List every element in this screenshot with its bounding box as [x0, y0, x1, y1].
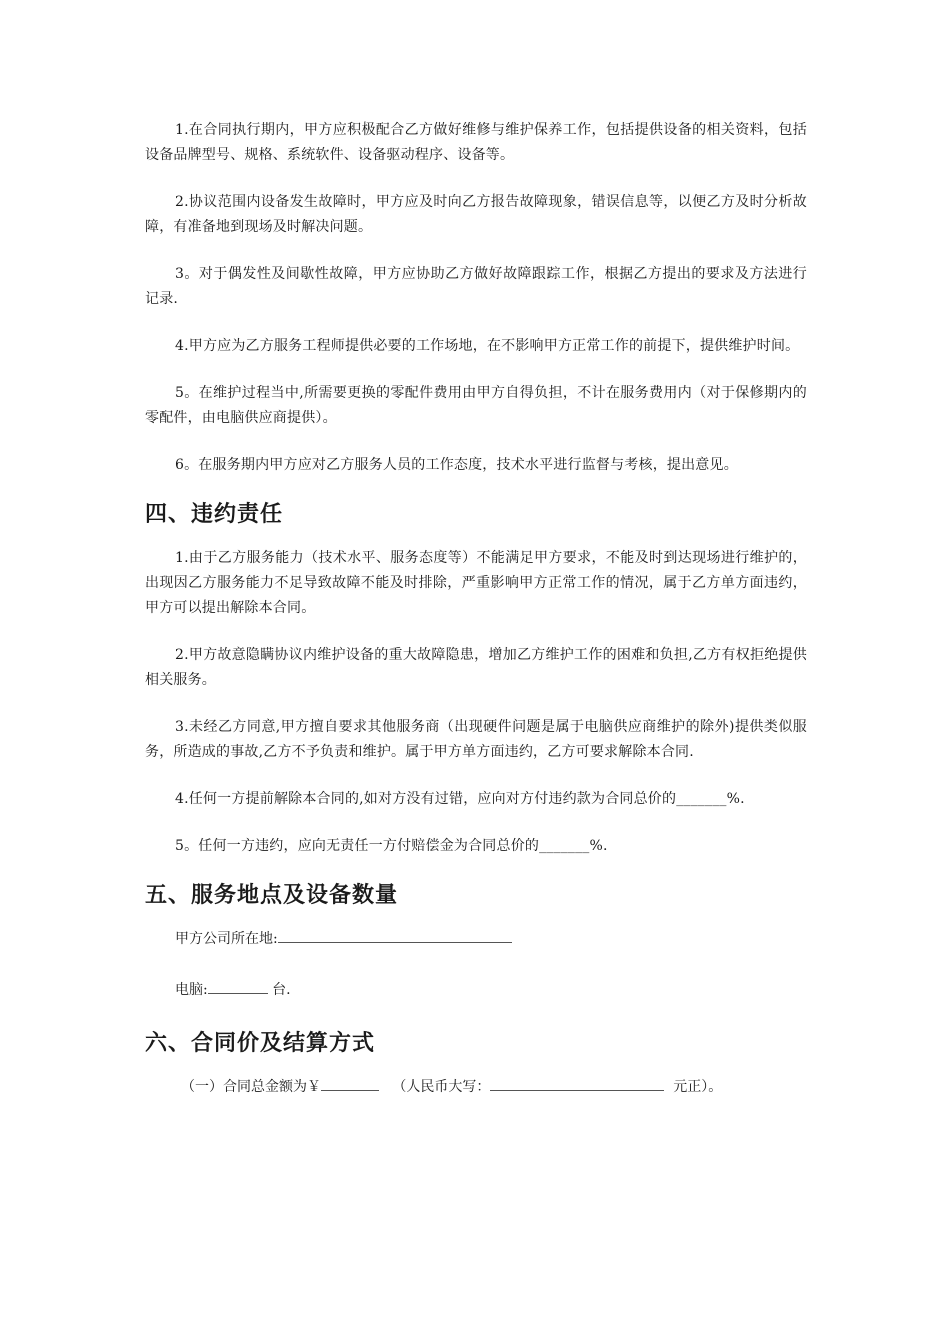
company-location-row [145, 927, 807, 952]
section4-item-3: 3.未经乙方同意,甲方擅自要求其他服务商（出现硬件问题是属于电脑供应商维护的除外)提供类似服务，所造成的事故,乙方不予负责和维护。属于甲方单方面违约，乙方可要求解除本合同. [145, 719, 807, 760]
section4-item-5: 5。任何一方违约，应向无责任一方付赔偿金为合同总价的_______%. [175, 838, 608, 854]
section3-item-2: 2.协议范围内设备发生故障时，甲方应及时向乙方报告故障现象，错误信息等，以便乙方及时分析故障，有准备地到现场及时解决问题。 [145, 194, 807, 235]
total-amount-label: （一）合同总金额为￥ [181, 1079, 321, 1095]
section4-item-4: 4.任何一方提前解除本合同的,如对方没有过错，应向对方付违约款为合同总价的_______%. [175, 791, 745, 807]
section4-item-2: 2.甲方故意隐瞒协议内维护设备的重大故障隐患，增加乙方维护工作的困难和负担,乙方有权拒绝提供相关服务。 [145, 647, 807, 688]
rmb-uppercase-label: （人民币大写： [392, 1079, 491, 1095]
computer-count-blank[interactable] [208, 978, 268, 994]
section3-item-1: 1.在合同执行期内，甲方应积极配合乙方做好维修与维护保养工作，包括提供设备的相关资料，包括设备品牌型号、规格、系统软件、设备驱动程序、设备等。 [145, 122, 807, 163]
computer-count-label: 电脑: [175, 982, 208, 998]
section3-item-5: 5。在维护过程当中,所需要更换的零配件费用由甲方自得负担，不计在服务费用内（对于保修期内的零配件，由电脑供应商提供）。 [145, 385, 807, 426]
total-amount-blank[interactable] [321, 1075, 379, 1091]
company-location-blank[interactable] [278, 927, 512, 943]
total-amount-row [145, 1075, 807, 1100]
rmb-suffix: 元正）。 [673, 1079, 723, 1095]
section3-item-6: 6。在服务期内甲方应对乙方服务人员的工作态度，技术水平进行监督与考核，提出意见。 [175, 457, 738, 473]
section4-heading: 四、违约责任 [145, 502, 284, 527]
contract-page [145, 118, 807, 1126]
section3-item-3: 3。对于偶发性及间歇性故障，甲方应协助乙方做好故障跟踪工作，根据乙方提出的要求及方法进行记录. [145, 266, 807, 307]
section6-heading: 六、合同价及结算方式 [145, 1031, 376, 1056]
rmb-uppercase-blank[interactable] [490, 1075, 664, 1091]
company-location-label: 甲方公司所在地: [175, 931, 278, 947]
computer-count-row [145, 978, 807, 1003]
section3-item-4: 4.甲方应为乙方服务工程师提供必要的工作场地，在不影响甲方正常工作的前提下，提供维护时间。 [175, 338, 800, 354]
computer-count-unit: 台. [272, 982, 291, 998]
section5-heading: 五、服务地点及设备数量 [145, 883, 399, 908]
section4-item-1: 1.由于乙方服务能力（技术水平、服务态度等）不能满足甲方要求，不能及时到达现场进行维护的，出现因乙方服务能力不足导致故障不能及时排除，严重影响甲方正常工作的情况，属于乙方单方面违约，甲方可以提出解除本合同。 [145, 550, 807, 616]
